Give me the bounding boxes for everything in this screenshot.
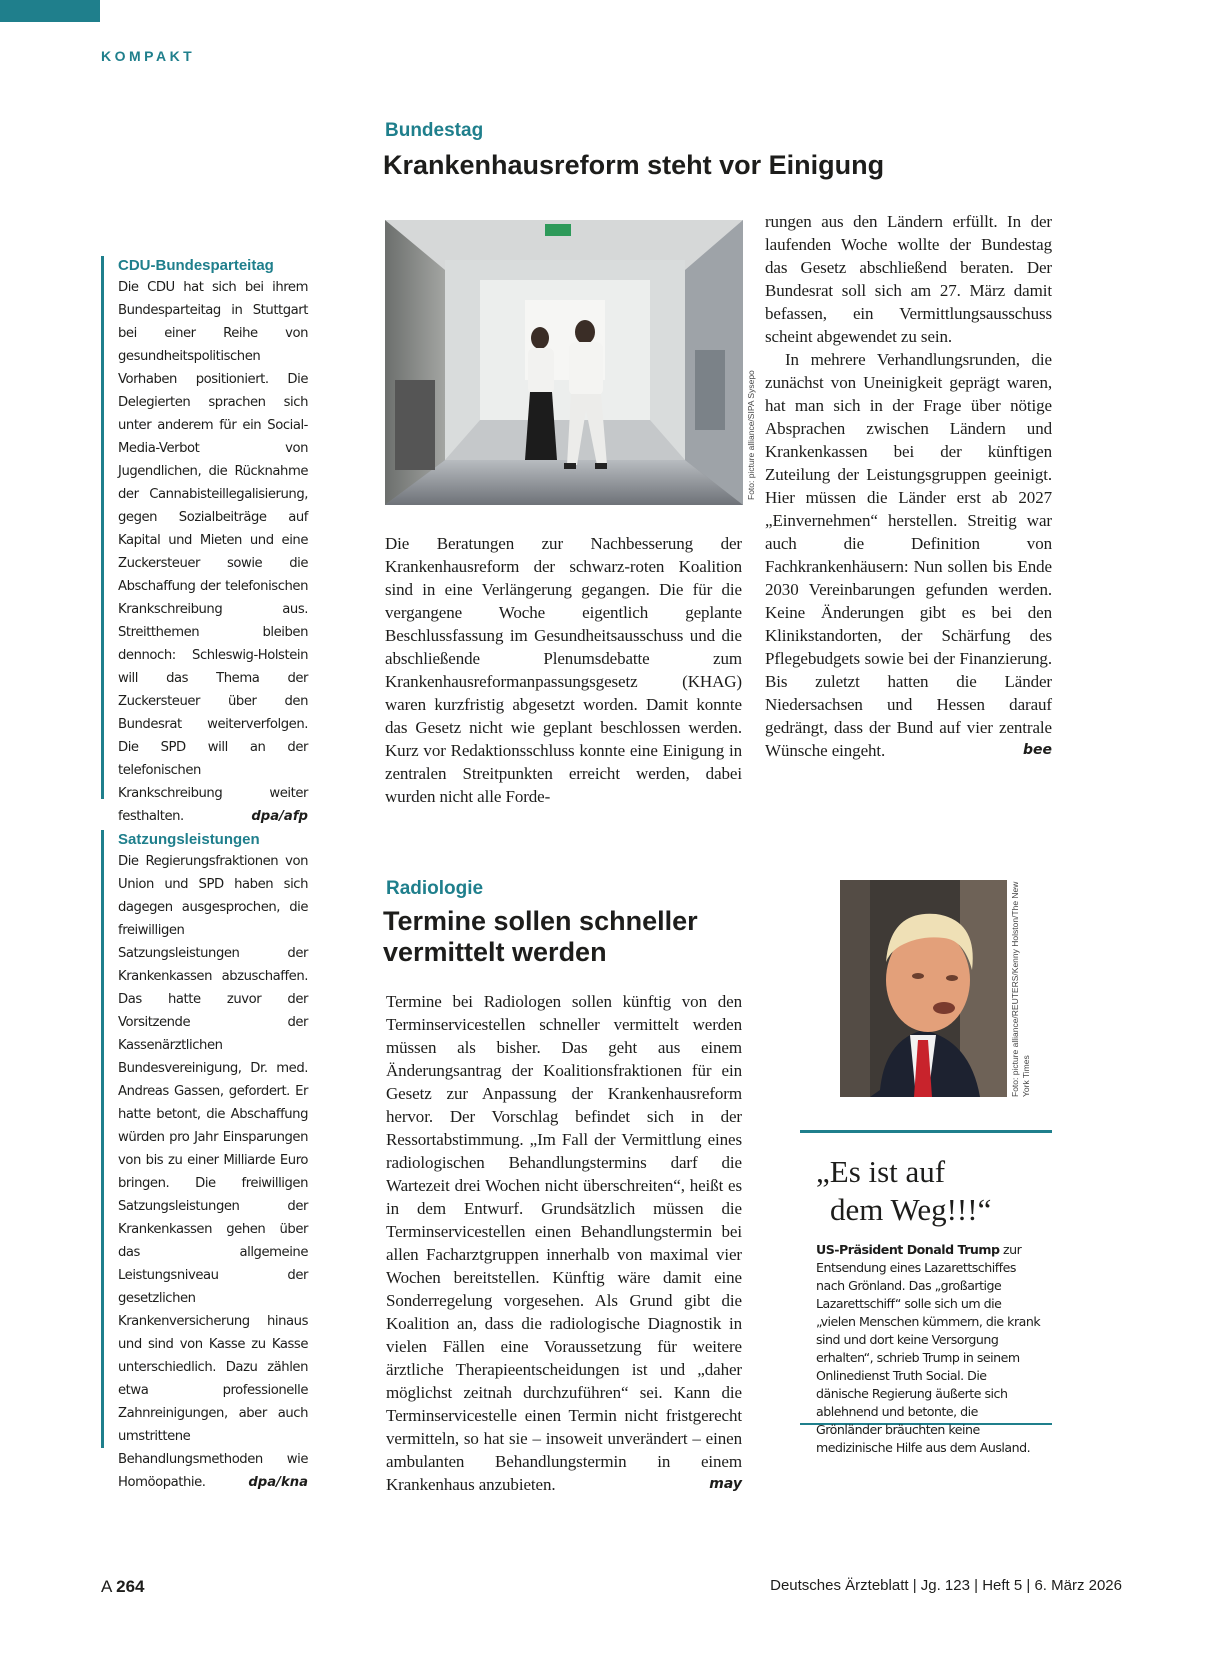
photo-credit: Foto: picture alliance/REUTERS/Kenny Holston/The New <box>1010 881 1020 1097</box>
photo-credit: Foto: picture alliance/SIPA Sysepo <box>746 370 756 500</box>
article-text: Die Beratungen zur Nachbesserung der Krankenhausreform der schwarz-roten Koalition sind in eine Verlängerung gegangen. Die für die vergangene Woche eigentlich geplante Beschlussfassung im Gesundheitsausschuss und die abschließende Plenumsdebatte zum Krankenhausreformanpassungsgesetz (KHAG) waren kurzfristig abgesetzt worden. Damit konnte das Gesetz nicht wie geplant beschlossen werden. Kurz vor Redaktionsschluss konnte eine Einigung in zentralen Streitpunkten erreicht werden, dabei wurden nicht alle Forde- <box>385 534 742 806</box>
sidebar-news-cdu <box>101 256 308 824</box>
page-number: A 264 <box>101 1577 145 1596</box>
article-source: may <box>709 1476 742 1492</box>
article-source: bee <box>1022 742 1052 758</box>
article-headline: Termine sollen schneller vermittelt werden <box>383 906 698 967</box>
sidebar-headline: CDU-Bundesparteitag <box>118 257 274 274</box>
article-text: Termine bei Radiologen sollen künftig von den Terminservicestellen schneller vermittelt werden müssen als bisher. Das geht aus einem Änderungsantrag der Koalitionsfraktionen für ein Gesetz zur Anpassung der Krankenhausreform hervor. Der Vorschlag befindet sich in der Ressortabstimmung. „Im Fall der Vermittlung eines radiologischen Behandlungstermins darf die Wartezeit drei Wochen nicht überschreiten“, heißt es in dem Entwurf. Grundsätzlich müssen die Terminservicestellen einen Behandlungstermin bei allen Facharztgruppen innerhalb von maximal vier Wochen bereitstellen. Künftig wäre damit eine Sonderregelung vorgesehen. Als Grund gibt die Koalition an, dass die radiologische Diagnostik in vielen Fällen eine Voraussetzung für weitere ärztliche Therapieentscheidungen ist und „daher möglichst zeitnah durchzuführen“ sei. Kann die Terminservicestelle einen Termin nicht fristgerecht vermitteln, so hat sie – insoweit unverändert – einen ambulanten Behandlungstermin in einem Krankenhaus anzubieten. may <box>386 992 742 1494</box>
photo-credit: York Times <box>1021 1055 1031 1097</box>
quote-text: „Es ist auf dem Weg!!!“ <box>816 1154 992 1227</box>
article-kicker: Radiologie <box>386 878 484 899</box>
sidebar-source: dpa/kna <box>248 1475 308 1490</box>
sidebar-text: Die CDU hat sich bei ihrem Bundesparteitag in Stuttgart bei einer Reihe von gesundheitspolitischen Vorhaben positioniert. Die Delegierten sprachen sich unter anderem für ein Social-Media-Verbot von Jugendlichen, die Rücknahme der Cannabisteillegalisierung, gegen Sozialbeiträge auf Kapital und Mieten und eine Zuckersteuer sowie die Abschaffung der telefonischen Krankschreibung aus. Streitthemen bleiben dennoch: Schleswig-Holstein will das Thema der Zuckersteuer über den Bundesrat weiterverfolgen. Die SPD will an der telefonischen Krankschreibung weiter festhalten. dpa/afp <box>118 276 308 828</box>
sidebar-headline: Satzungsleistungen <box>118 831 260 848</box>
hospital-corridor-photo <box>385 220 743 505</box>
speaker-portrait-photo <box>840 880 1007 1097</box>
sidebar-news-satzung <box>101 830 308 1490</box>
quote-box <box>800 1130 1052 1455</box>
sidebar-text: Die Regierungsfraktionen von Union und SPD haben sich dagegen ausgesprochen, die freiwilligen Satzungsleistungen der Krankenkassen abzuschaffen. Das hatte zuvor der Vorsitzende der Kassenärztlichen Bundesvereinigung, Dr. med. Andreas Gassen, gefordert. Er hatte betont, die Abschaffung würden pro Jahr Einsparungen von bis zu einer Milliarde Euro bringen. Die freiwilligen Satzungsleistungen der Krankenkassen gehen über das allgemeine Leistungsniveau der gesetzlichen Krankenversicherung hinaus und sind von Kasse zu Kasse unterschiedlich. Dazu zählen etwa professionelle Zahnreinigungen, aber auch umstrittene Behandlungsmethoden wie Homöopathie. dpa/kna <box>118 850 308 1494</box>
publication-info: Deutsches Ärzteblatt | Jg. 123 | Heft 5 | 6. März 2026 <box>770 1577 1122 1594</box>
article-column-1 <box>385 532 742 808</box>
section-label: KOMPAKT <box>101 48 196 64</box>
quote-speaker: US-Präsident Donald Trump <box>816 1242 1000 1257</box>
quote-description: US-Präsident Donald Trump zur Entsendung eines Lazarettschiffes nach Grönland. Das „großartige Lazarettschiff“ solle sich um die „vielen Menschen kümmern, die krank sind und dort keine Versorgung erhalten“, schrieb Trump in seinem Onlinedienst Truth Social. Die dänische Regierung äußerte sich ablehnend und betonte, die Grönländer bräuchten keine medizinische Hilfe aus dem Ausland. <box>816 1242 1041 1455</box>
article-text: rungen aus den Ländern erfüllt. In der laufenden Woche wollte der Bundestag das Gesetz abschließend beraten. Der Bundesrat soll sich am 27. März damit befassen, ein Vermittlungsausschuss scheint abgewendet zu sein. <box>765 212 1052 346</box>
sidebar-source: dpa/afp <box>251 809 308 824</box>
article-column-radiologie <box>386 990 742 1496</box>
article-kicker: Bundestag <box>385 120 484 141</box>
article-headline: Krankenhausreform steht vor Einigung <box>383 150 885 180</box>
article-text: In mehrere Verhandlungsrunden, die zunächst von Uneinigkeit geprägt waren, hat man sich in der Frage über nötige Absprachen zwischen Ländern und Krankenkassen bei der künftigen Zuteilung der Leistungsgruppen geeinigt. Hier müssen die Länder erst ab 2027 „Einvernehmen“ herstellen. Streitig war auch die Definition von Fachkrankenhäusern: Nun sollen bis Ende 2030 Vereinbarungen gefunden werden. Keine Änderungen gibt es bei den Klinikstandorten, der Schärfung des Pflegebudgets sowie bei der Finanzierung. Bis zuletzt hatten die Länder Niedersachsen und Hessen darauf gedrängt, dass der Bund auf vier zentrale Wünsche eingeht. bee <box>765 350 1052 760</box>
top-accent-bar <box>0 0 100 22</box>
article-column-2 <box>765 210 1052 762</box>
